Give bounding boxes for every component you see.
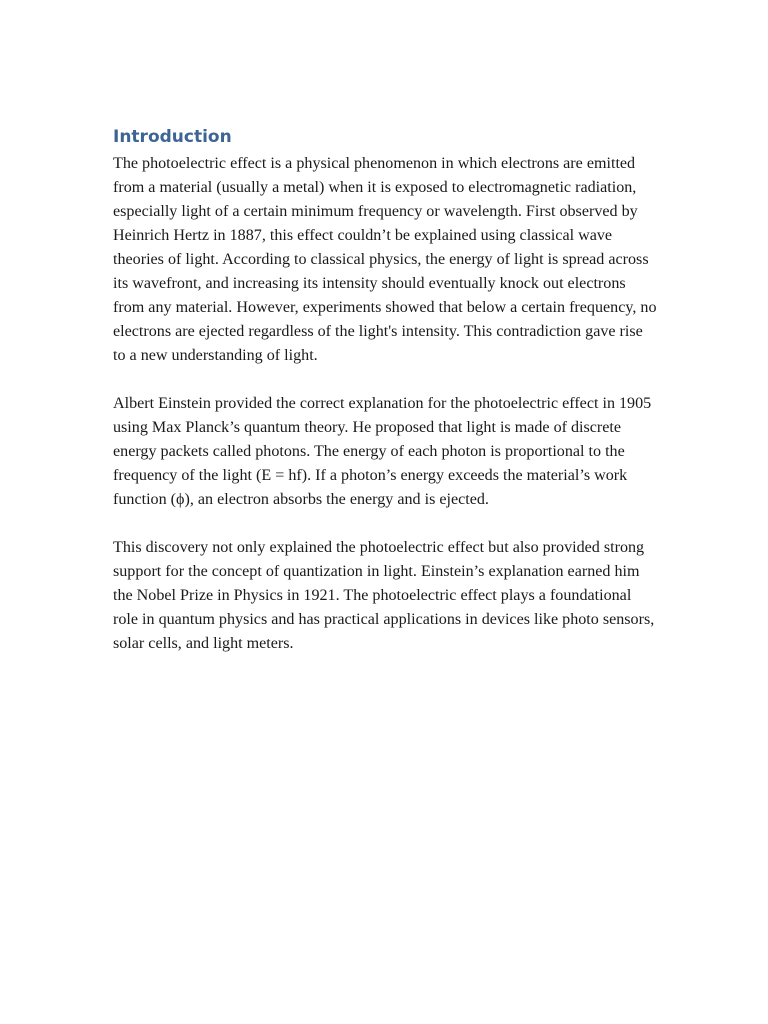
paragraph-1: The photoelectric effect is a physical phenomenon in which electrons are emitted from a material (usually a metal) when it is exposed to electromagnetic radiation, especially light of a certain minimum frequency or wavelength. First observed by Heinrich Hertz in 1887, this effect couldn’t be explained using classical wave theories of light. According to classical physics, the energy of light is spread across its wavefront, and increasing its intensity should eventually knock out electrons from any material. However, experiments showed that below a certain frequency, no electrons are ejected regardless of the light's intensity. This contradiction gave rise to a new understanding of light. — [113, 155, 657, 364]
section-heading: Introduction — [113, 127, 232, 147]
paragraph-2: Albert Einstein provided the correct explanation for the photoelectric effect in 1905 using Max Planck’s quantum theory. He proposed that light is made of discrete energy packets called photons. The energy of each photon is proportional to the frequency of the light (E = hf). If a photon’s energy exceeds the material’s work function (ϕ), an electron absorbs the energy and is ejected. — [113, 395, 652, 508]
paragraph-3: This discovery not only explained the photoelectric effect but also provided strong support for the concept of quantization in light. Einstein’s explanation earned him the Nobel Prize in Physics in 1921. The photoelectric effect plays a foundational role in quantum physics and has practical applications in devices like photo sensors, solar cells, and light meters. — [113, 539, 655, 652]
document-page — [113, 124, 658, 680]
